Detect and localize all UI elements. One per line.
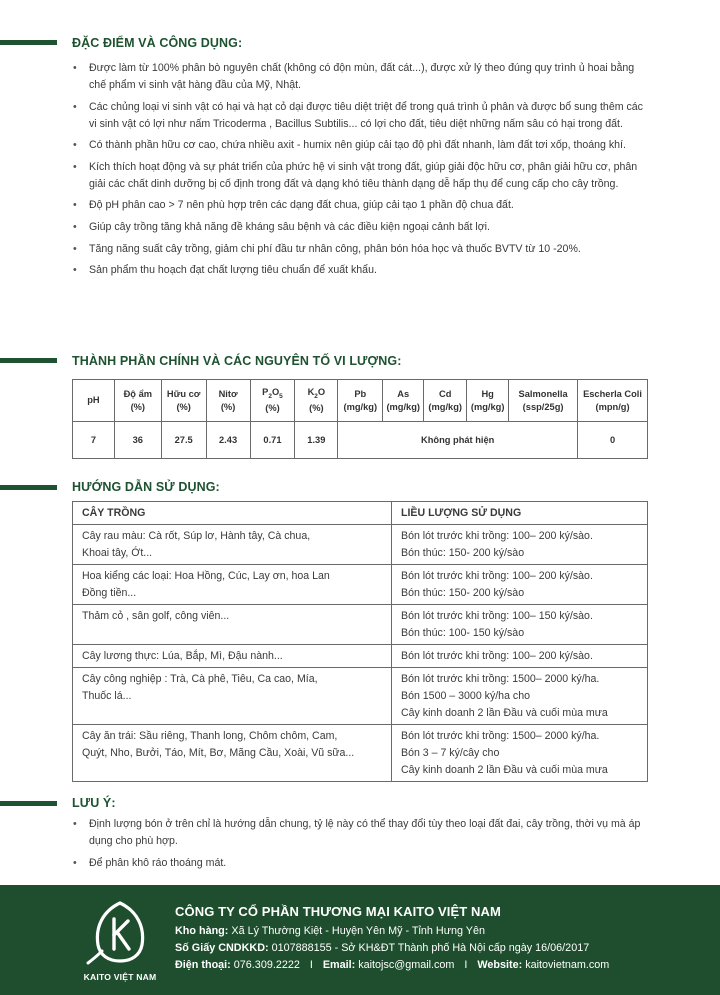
value-nitrogen: 2.43	[206, 422, 250, 459]
warehouse-label: Kho hàng:	[175, 925, 229, 937]
logo	[78, 897, 162, 989]
header-k2o: $K_2O$ (%)	[295, 380, 338, 422]
table-header-row	[73, 380, 648, 422]
warehouse-value: Xã Lý Thường Kiệt - Huyện Yên Mỹ - Tỉnh Hưng Yên	[231, 925, 485, 937]
separator: I	[309, 959, 313, 971]
value-k2o: 1.39	[295, 422, 338, 459]
crop-cell: Thảm cỏ , sân golf, công viên...	[73, 605, 392, 645]
license-line	[175, 942, 589, 954]
header-moisture: Độ ẩm (%)	[114, 380, 161, 422]
logo-text: KAITO VIỆT NAM	[83, 972, 157, 982]
table-row	[73, 668, 648, 725]
header-pb: Pb (mg/kg)	[338, 380, 383, 422]
list-item: • Được làm từ 100% phân bò nguyên chất (không có độn mùn, đất cát...), được xử lý theo đúng quy trình ủ hoai bằng chế phẩm vi sinh vật hàng đầu của Mỹ, Nhật.	[72, 60, 650, 94]
features-list	[72, 60, 650, 284]
dose-cell: Bón lót trước khi trồng: 1500– 2000 ký/ha. Bón 1500 – 3000 ký/ha cho Cây kinh doanh 2 lần Đầu và cuối mùa mưa	[392, 668, 648, 725]
list-item: • Có thành phần hữu cơ cao, chứa nhiều axit - humix nên giúp cải tạo độ phì đất nhanh, làm đất tơi xốp, thoáng khí.	[72, 137, 650, 154]
website-link[interactable]: kaitovietnam.com	[525, 959, 610, 971]
table-row	[73, 645, 648, 668]
table-row	[73, 565, 648, 605]
list-item: • Để phân khô ráo thoáng mát.	[72, 855, 650, 872]
dose-cell: Bón lót trước khi trồng: 100– 200 ký/sào. Bón thúc: 150- 200 ký/sào	[392, 525, 648, 565]
section-title-composition: THÀNH PHẦN CHÍNH VÀ CÁC NGUYÊN TỐ VI LƯỢNG:	[72, 354, 402, 368]
company-name: CÔNG TY CỔ PHẦN THƯƠNG MẠI KAITO VIỆT NAM	[175, 904, 501, 919]
dose-cell: Bón lót trước khi trồng: 100– 200 ký/sào. Bón thúc: 150- 200 ký/sào	[392, 565, 648, 605]
list-item: • Các chủng loại vi sinh vật có hại và hạt cỏ dại được tiêu diệt triệt để trong quá trình ủ phân và được bổ sung thêm các vi sinh vật có lợi như nấm Tricoderma , Bacillus Subtilis... có lợi cho đất, tiêu diệt những nấm sâu có hại trong đất.	[72, 99, 650, 133]
section-bar	[0, 40, 57, 45]
section-title-usage: HƯỚNG DẪN SỬ DỤNG:	[72, 480, 220, 494]
website-label: Website:	[477, 959, 523, 971]
value-ecoli: 0	[578, 422, 648, 459]
value-moisture: 36	[114, 422, 161, 459]
value-organic: 27.5	[161, 422, 206, 459]
header-hg: Hg (mg/kg)	[467, 380, 509, 422]
list-item: • Độ pH phân cao > 7 nên phù hợp trên các dạng đất chua, giúp cải tạo 1 phần độ chua đất.	[72, 197, 650, 214]
list-item: • Giúp cây trồng tăng khả năng đề kháng sâu bệnh và các điều kiện ngoại cảnh bất lợi.	[72, 219, 650, 236]
license-value: 0107888155 - Sở KH&ĐT Thành phố Hà Nội cấp ngày 16/06/2017	[271, 942, 590, 954]
list-item: • Kích thích hoạt động và sự phát triển của phức hệ vi sinh vật trong đất, giúp giải độc hữu cơ, phân giải hữu cơ, phân giải các chất dinh dưỡng bị cố định trong đất và dạng khó tiêu thành dạng dễ hấp thụ để cung cấp cho cây trồng.	[72, 159, 650, 193]
header-dose: LIỀU LƯỢNG SỬ DỤNG	[392, 502, 648, 525]
crop-cell: Cây ăn trái: Sầu riêng, Thanh long, Chôm chôm, Cam, Quýt, Nho, Bưởi, Táo, Mít, Bơ, Mãng Cầu, Xoài, Vũ sữa...	[73, 725, 392, 782]
list-item: • Sản phẩm thu hoạch đạt chất lượng tiêu chuẩn để xuất khẩu.	[72, 262, 650, 279]
usage-table	[72, 501, 648, 782]
table-row	[73, 525, 648, 565]
table-row	[73, 605, 648, 645]
leaf-k-logo-icon	[78, 897, 162, 969]
section-bar	[0, 485, 57, 490]
list-item: • Tăng năng suất cây trồng, giảm chi phí đầu tư nhân công, phân bón hóa học và thuốc BVTV từ 10 -20%.	[72, 241, 650, 258]
dose-cell: Bón lót trước khi trồng: 100– 200 ký/sào.	[392, 645, 648, 668]
contact-line	[175, 959, 609, 971]
header-ph: pH	[73, 380, 115, 422]
header-p2o5: $P_2O_5$ (%)	[250, 380, 295, 422]
header-nitrogen: Nitơ (%)	[206, 380, 250, 422]
header-crop: CÂY TRỒNG	[73, 502, 392, 525]
composition-table	[72, 379, 648, 459]
value-p2o5: 0.71	[250, 422, 295, 459]
header-organic: Hữu cơ (%)	[161, 380, 206, 422]
notes-list	[72, 816, 650, 876]
dose-cell: Bón lót trước khi trồng: 1500– 2000 ký/ha. Bón 3 – 7 ký/cây cho Cây kinh doanh 2 lần Đầu và cuối mùa mưa	[392, 725, 648, 782]
email-link[interactable]: kaitojsc@gmail.com	[358, 959, 455, 971]
section-bar	[0, 358, 57, 363]
table-row	[73, 725, 648, 782]
crop-cell: Cây rau màu: Cà rốt, Súp lơ, Hành tây, Cà chua, Khoai tây, Ớt...	[73, 525, 392, 565]
warehouse-line	[175, 925, 485, 937]
table-header-row	[73, 502, 648, 525]
value-not-detected: Không phát hiện	[338, 422, 578, 459]
license-label: Số Giấy CNDKKD:	[175, 942, 269, 954]
phone-value: 076.309.2222	[233, 959, 300, 971]
crop-cell: Hoa kiểng các loại: Hoa Hồng, Cúc, Lay ơn, hoa Lan Đồng tiền...	[73, 565, 392, 605]
header-ecoli: Escherla Coli (mpn/g)	[578, 380, 648, 422]
footer	[0, 885, 720, 995]
crop-cell: Cây lương thực: Lúa, Bắp, Mì, Đậu nành...	[73, 645, 392, 668]
section-bar	[0, 801, 57, 806]
list-item: • Định lượng bón ở trên chỉ là hướng dẫn chung, tỷ lệ này có thể thay đổi tùy theo loại đất đai, cây trồng, thời vụ mà áp dụng cho phù hợp.	[72, 816, 650, 850]
header-as: As (mg/kg)	[383, 380, 424, 422]
crop-cell: Cây công nghiệp : Trà, Cà phê, Tiêu, Ca cao, Mía, Thuốc lá...	[73, 668, 392, 725]
phone-label: Điện thoại:	[175, 959, 231, 971]
value-ph: 7	[73, 422, 115, 459]
header-cd: Cd (mg/kg)	[424, 380, 467, 422]
dose-cell: Bón lót trước khi trồng: 100– 150 ký/sào. Bón thúc: 100- 150 ký/sào	[392, 605, 648, 645]
table-row	[73, 422, 648, 459]
separator: I	[464, 959, 468, 971]
email-label: Email:	[322, 959, 356, 971]
section-title-features: ĐẶC ĐIỂM VÀ CÔNG DỤNG:	[72, 36, 243, 50]
header-salmonella: Salmonella (ssp/25g)	[509, 380, 578, 422]
section-title-notes: LƯU Ý:	[72, 796, 116, 810]
